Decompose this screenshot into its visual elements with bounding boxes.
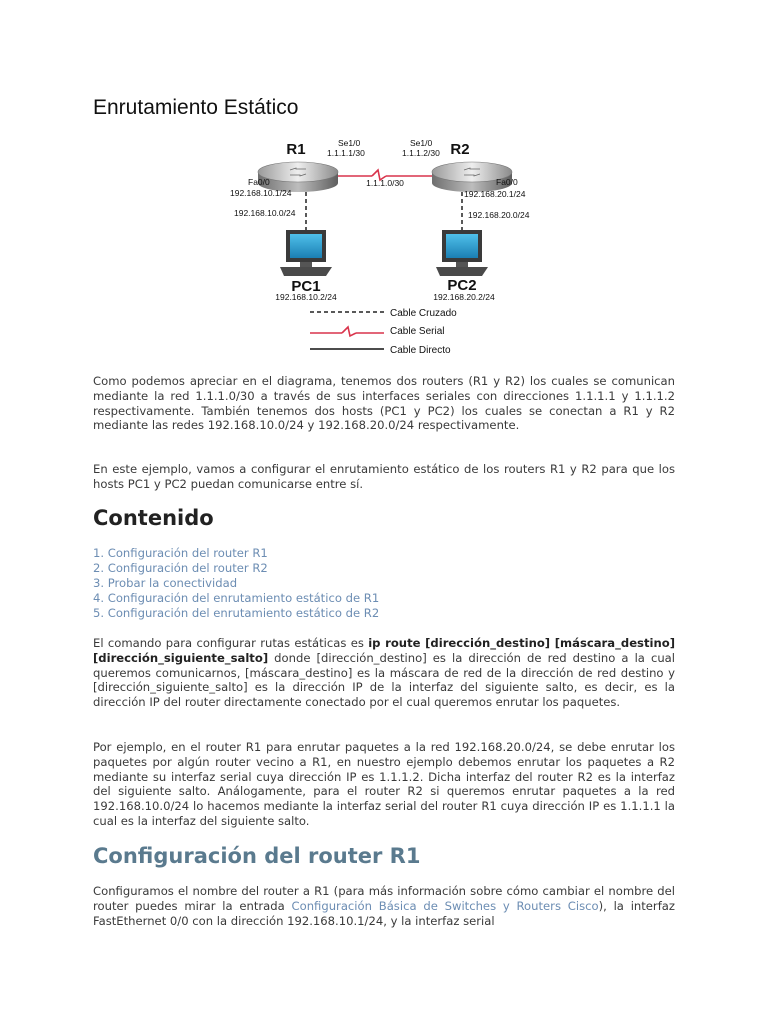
intro-paragraph-2: En este ejemplo, vamos a configurar el enrutamiento estático de los routers R1 y R2 para que los hosts PC1 y PC2 puedan comunicarse entre sí. — [93, 462, 675, 491]
command-syntax: ip route [dirección_destino] [máscara_destino] [dirección_siguiente_salto] — [93, 636, 675, 665]
toc-item — [93, 591, 379, 606]
pc2-label: PC2 — [447, 277, 477, 294]
pc-icon — [436, 230, 488, 276]
toc-link-5[interactable]: 5. Configuración del enrutamiento estático de R2 — [93, 606, 380, 620]
r1-serial-ip: 1.1.1.1/30 — [327, 148, 365, 158]
legend — [310, 308, 457, 356]
pc-icon — [280, 230, 332, 276]
toc-link-2[interactable]: 2. Configuración del router R2 — [93, 561, 268, 575]
r2-lan-net: 192.168.20.0/24 — [468, 210, 530, 220]
page-title: Enrutamiento Estático — [93, 96, 299, 119]
example-paragraph: Por ejemplo, en el router R1 para enrutar paquetes a la red 192.168.20.0/24, se debe enrutar los paquetes por algún router vecino a R1, en nuestro ejemplo debemos enrutar los paquetes a R2 mediante su interfaz serial cuya dirección IP es 1.1.1.2. Dicha interfaz del router R2 es la interfaz del siguiente salto. Análogamente, para el router R2 si queremos enrutar paquetes a la red 192.168.10.0/24 lo hacemos mediante la interfaz serial del router R1 cuya dirección IP es 1.1.1.1 la cual es la interfaz del siguiente salto. — [93, 740, 675, 828]
r1-serial-if: Se1/0 — [338, 138, 361, 148]
intro-paragraph-1: Como podemos apreciar en el diagrama, tenemos dos routers (R1 y R2) los cuales se comunican mediante la red 1.1.1.0/30 a través de sus interfaces seriales con direcciones 1.1.1.1 y 1.1.1.2 respectivamente. También tenemos dos hosts (PC1 y PC2) los cuales se conectan a R1 y R2 mediante las redes 192.168.10.0/24 y 192.168.20.0/24 respectivamente. — [93, 374, 675, 433]
r2-serial-if: Se1/0 — [410, 138, 433, 148]
section-heading: Configuración del router R1 — [93, 844, 421, 868]
pc1-ip: 192.168.10.2/24 — [275, 292, 337, 302]
toc-item — [93, 606, 379, 621]
r1-fa-if: Fa0/0 — [248, 177, 270, 187]
toc-item — [93, 576, 379, 591]
r2-fa-if: Fa0/0 — [496, 177, 518, 187]
r2-label: R2 — [450, 141, 470, 158]
command-rest: donde [dirección_destino] es la dirección de red destino a la cual queremos comunicarnos, [máscara_destino] es la máscara de red de la dirección de red destino y [dirección_siguiente_salto] es la dirección IP de la interfaz del siguiente salto, es decir, es la dirección IP del router directamente conectado por el cual queremos enrutar los paquetes. — [93, 650, 675, 710]
toc-link-1[interactable]: 1. Configuración del router R1 — [93, 546, 268, 560]
toc-item — [93, 561, 379, 576]
r2-serial-ip: 1.1.1.2/30 — [402, 148, 440, 158]
config-link[interactable]: Configuración Básica de Switches y Routers Cisco — [291, 898, 599, 913]
serial-zigzag-icon — [342, 327, 356, 336]
command-lead: El comando para configurar rutas estáticas es — [93, 636, 369, 650]
pc2-ip: 192.168.20.2/24 — [433, 292, 495, 302]
legend-serial: Cable Serial — [390, 326, 445, 337]
config-rest: ), la interfaz FastEthernet 0/0 con la dirección 192.168.10.1/24, y la interfaz serial — [93, 898, 675, 928]
network-diagram — [220, 130, 560, 360]
link-net: 1.1.1.0/30 — [366, 178, 404, 188]
toc-link-4[interactable]: 4. Configuración del enrutamiento estático de R1 — [93, 591, 380, 605]
config-lead: Configuramos el nombre del router a R1 (para más información sobre cómo cambiar el nombre del router puedes mirar la entrada — [93, 884, 675, 913]
table-of-contents — [93, 546, 379, 621]
config-paragraph — [93, 884, 675, 928]
r2-fa-ip: 192.168.20.1/24 — [464, 189, 526, 199]
command-paragraph — [93, 636, 675, 710]
toc-item — [93, 546, 379, 561]
r1-fa-ip: 192.168.10.1/24 — [230, 188, 292, 198]
legend-direct: Cable Directo — [390, 345, 451, 356]
toc-link-3[interactable]: 3. Probar la conectividad — [93, 576, 238, 590]
pc1-label: PC1 — [291, 278, 321, 295]
legend-crossover: Cable Cruzado — [390, 308, 457, 319]
r1-label: R1 — [286, 141, 306, 158]
contents-heading: Contenido — [93, 506, 214, 530]
r1-lan-net: 192.168.10.0/24 — [234, 208, 296, 218]
